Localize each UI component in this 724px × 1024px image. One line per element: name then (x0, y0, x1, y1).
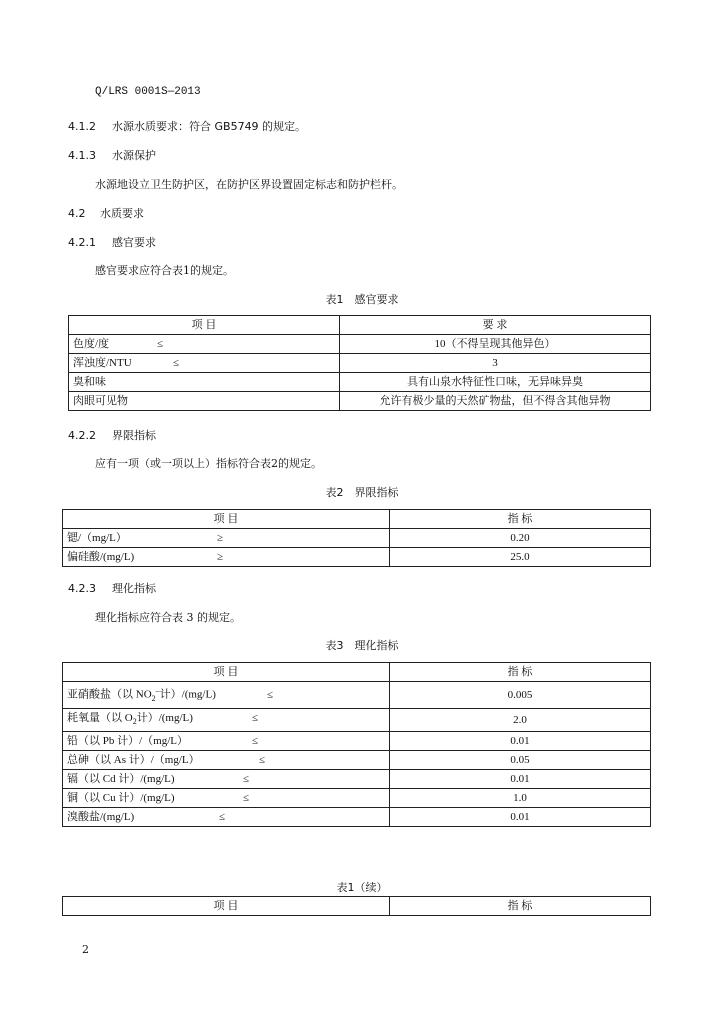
table2-header-item: 项 目 (63, 510, 390, 529)
table1-cont-caption: 表1（续） (336, 881, 388, 894)
row-symbol: ≤ (173, 357, 180, 369)
row-symbol: ≤ (252, 711, 259, 724)
row-item: 溴酸盐/(mg/L) (67, 811, 135, 824)
table1 (68, 315, 651, 411)
item-text: 亚硝酸盐（以 NO (67, 688, 152, 701)
row-value: 1.0 (390, 789, 651, 808)
row-value: 0.20 (390, 529, 651, 548)
doc-code: Q/LRS 0001S—2013 (95, 86, 201, 98)
table-row (69, 392, 651, 411)
row-symbol: ≤ (259, 754, 266, 767)
row-value: 0.01 (390, 808, 651, 827)
row-item: 臭和味 (69, 373, 340, 392)
table-row (69, 354, 651, 373)
row-symbol: ≥ (217, 532, 224, 544)
paragraph-4-1-3: 水源地设立卫生防护区，在防护区界设置固定标志和防护栏杆。 (95, 178, 403, 191)
table-row (63, 529, 651, 548)
table3-header-item: 项 目 (63, 663, 390, 682)
row-item: 锶/（mg/L） (67, 532, 127, 544)
page-number: 2 (82, 943, 89, 956)
table1-caption: 表1 感官要求 (325, 293, 399, 306)
row-requirement: 10（不得呈现其他异色） (340, 335, 651, 354)
row-item (67, 682, 267, 708)
section-title: 水质要求 (100, 207, 144, 220)
row-item: 偏硅酸/(mg/L) (67, 551, 135, 563)
row-item: 总砷（以 As 计）/（mg/L） (67, 754, 200, 767)
row-value: 0.005 (390, 682, 651, 709)
table-row (63, 808, 651, 827)
table-row (69, 335, 651, 354)
row-symbol: ≤ (252, 735, 259, 748)
table2-header-value: 指 标 (390, 510, 651, 529)
row-item: 铅（以 Pb 计）/（mg/L） (67, 735, 189, 748)
row-symbol: ≤ (267, 688, 274, 701)
section-title: 水源水质要求：符合 GB5749 的规定。 (112, 120, 307, 133)
item-text: 计）/(mg/L) (159, 688, 216, 701)
section-4-1-3 (68, 147, 156, 163)
item-text: 计）/(mg/L) (136, 711, 193, 724)
table-row (63, 708, 651, 731)
table1-cont (62, 896, 651, 916)
table2 (62, 509, 651, 567)
table1-header-item: 项 目 (69, 316, 340, 335)
row-item: 色度/度 (73, 338, 110, 350)
row-item (67, 709, 252, 731)
table-row (69, 373, 651, 392)
item-text: 耗氧量（以 O (67, 711, 133, 724)
section-title: 理化指标 (112, 582, 156, 595)
section-number: 4.2 (68, 207, 86, 220)
table-row (63, 751, 651, 770)
row-item: 铜（以 Cu 计）/(mg/L) (67, 792, 175, 805)
table-row (63, 682, 651, 709)
table1-header-req: 要 求 (340, 316, 651, 335)
row-requirement: 3 (340, 354, 651, 373)
section-number: 4.2.2 (68, 429, 96, 442)
row-item: 镉（以 Cd 计）/(mg/L) (67, 773, 175, 786)
table2-caption: 表2 界限指标 (325, 486, 399, 499)
section-4-2 (68, 205, 144, 221)
section-title: 感官要求 (112, 236, 156, 249)
paragraph-4-2-3: 理化指标应符合表 3 的规定。 (95, 611, 241, 624)
section-4-1-2 (68, 118, 306, 134)
table3 (62, 662, 651, 827)
paragraph-4-2-1: 感官要求应符合表1的规定。 (95, 264, 234, 277)
section-4-2-1 (68, 234, 156, 250)
subscript: 2 (132, 717, 137, 727)
section-4-2-2 (68, 427, 156, 443)
row-value: 0.01 (390, 732, 651, 751)
table-row (63, 732, 651, 751)
row-symbol: ≤ (157, 338, 164, 350)
paragraph-4-2-2: 应有一项（或一项以上）指标符合表2的规定。 (95, 457, 322, 470)
section-number: 4.1.3 (68, 149, 96, 162)
section-4-2-3 (68, 580, 156, 596)
row-requirement: 允许有极少量的天然矿物盐，但不得含其他异物 (340, 392, 651, 411)
row-value: 25.0 (390, 548, 651, 567)
table3-header-value: 指 标 (390, 663, 651, 682)
table-row (63, 770, 651, 789)
section-number: 4.2.1 (68, 236, 96, 249)
row-item: 浑浊度/NTU (73, 357, 132, 369)
row-symbol: ≤ (243, 773, 250, 786)
row-value: 0.01 (390, 770, 651, 789)
row-symbol: ≤ (219, 811, 226, 824)
row-value: 0.05 (390, 751, 651, 770)
row-symbol: ≤ (243, 792, 250, 805)
table1-cont-header-value: 指 标 (390, 897, 651, 916)
table1-cont-header-item: 项 目 (63, 897, 390, 916)
row-item: 肉眼可见物 (69, 392, 340, 411)
section-title: 界限指标 (112, 429, 156, 442)
table-row (63, 789, 651, 808)
section-title: 水源保护 (112, 149, 156, 162)
table-row (63, 548, 651, 567)
row-requirement: 具有山泉水特征性口味，无异味异臭 (340, 373, 651, 392)
subscript: 2 (151, 693, 156, 703)
row-value: 2.0 (390, 708, 651, 731)
section-number: 4.2.3 (68, 582, 96, 595)
table3-caption: 表3 理化指标 (325, 639, 399, 652)
superscript: – (155, 686, 160, 695)
row-symbol: ≥ (217, 551, 224, 563)
section-number: 4.1.2 (68, 120, 96, 133)
